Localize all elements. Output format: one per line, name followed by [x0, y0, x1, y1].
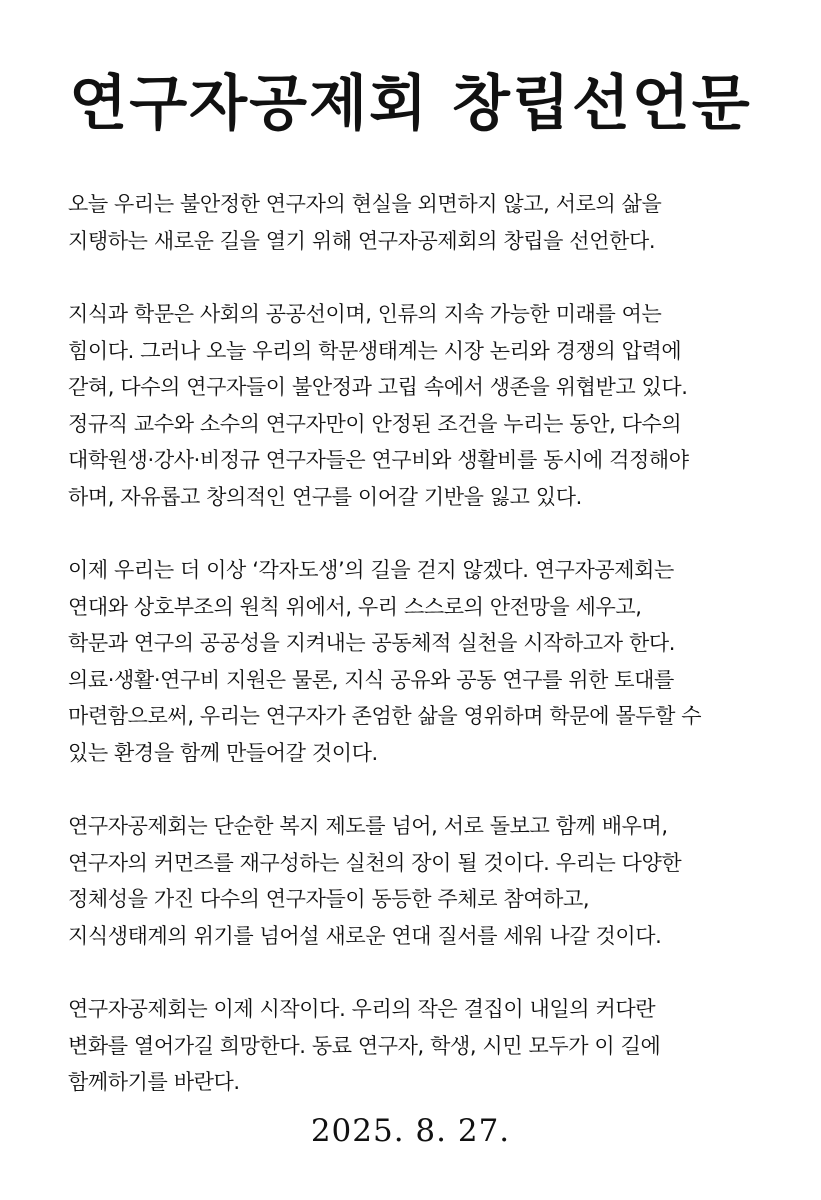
declaration-date: 2025. 8. 27.: [310, 1113, 511, 1149]
text-line: 지식생태계의 위기를 넘어설 새로운 연대 질서를 세워 나갈 것이다.: [68, 923, 662, 948]
paragraph-2: [68, 296, 768, 515]
text-line: 변화를 열어가길 희망한다. 동료 연구자, 학생, 시민 모두가 이 길에: [68, 1033, 661, 1058]
text-line: 연구자공제회는 단순한 복지 제도를 넘어, 서로 돌보고 함께 배우며,: [68, 814, 668, 838]
text-line: 지탱하는 새로운 길을 열기 위해 연구자공제회의 창립을 선언한다.: [68, 228, 656, 253]
text-line: 의료·생활·연구비 지원은 물론, 지식 공유와 공동 연구를 위한 토대를: [68, 667, 674, 692]
declaration-body: [68, 186, 768, 1138]
text-line: 학문과 연구의 공공성을 지켜내는 공동체적 실천을 시작하고자 한다.: [68, 631, 676, 655]
text-line: 연구자공제회는 이제 시작이다. 우리의 작은 결집이 내일의 커다란: [68, 997, 656, 1021]
text-line: 갇혀, 다수의 연구자들이 불안정과 고립 속에서 생존을 위협받고 있다.: [68, 375, 688, 399]
text-line: 오늘 우리는 불안정한 연구자의 현실을 외면하지 않고, 서로의 삶을: [68, 192, 662, 216]
text-line: 정규직 교수와 소수의 연구자만이 안정된 조건을 누리는 동안, 다수의: [68, 411, 682, 436]
text-line: 함께하기를 바란다.: [68, 1070, 240, 1094]
text-line: 정체성을 가진 다수의 연구자들이 동등한 주체로 참여하고,: [68, 887, 590, 911]
paragraph-3: [68, 552, 768, 771]
text-line: 이제 우리는 더 이상 ‘각자도생’의 길을 걷지 않겠다. 연구자공제회는: [68, 558, 674, 582]
text-line: 하며, 자유롭고 창의적인 연구를 이어갈 기반을 잃고 있다.: [68, 484, 582, 509]
paragraph-5: [68, 991, 768, 1101]
text-line: 연구자의 커먼즈를 재구성하는 실천의 장이 될 것이다. 우리는 다양한: [68, 850, 682, 875]
text-line: 힘이다. 그러나 오늘 우리의 학문생태계는 시장 논리와 경쟁의 압력에: [68, 338, 682, 363]
text-line: 마련함으로써, 우리는 연구자가 존엄한 삶을 영위하며 학문에 몰두할 수: [68, 704, 702, 728]
paragraph-1: [68, 186, 768, 259]
text-line: 지식과 학문은 사회의 공공선이며, 인류의 지속 가능한 미래를 여는: [68, 302, 662, 326]
text-line: 있는 환경을 함께 만들어갈 것이다.: [68, 740, 378, 765]
document-title: 연구자공제회 창립선언문: [69, 69, 752, 139]
paragraph-4: [68, 808, 768, 954]
text-line: 대학원생·강사·비정규 연구자들은 연구비와 생활비를 동시에 걱정해야: [68, 448, 689, 472]
text-line: 연대와 상호부조의 원칙 위에서, 우리 스스로의 안전망을 세우고,: [68, 594, 642, 619]
